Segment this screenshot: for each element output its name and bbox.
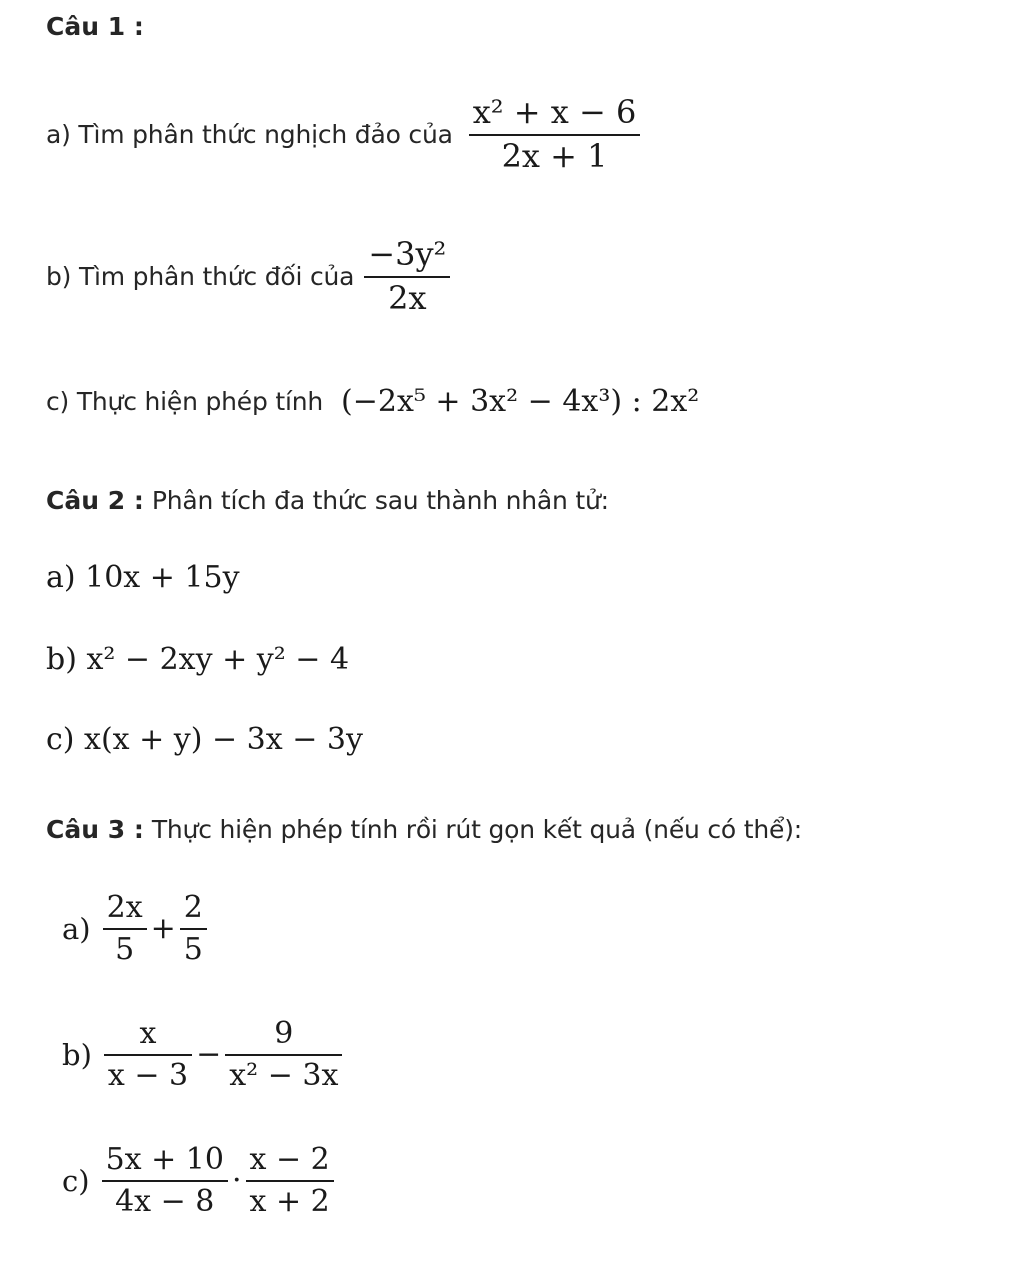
numerator: 2x bbox=[106, 890, 143, 925]
cau1-a-denominator: 2x + 1 bbox=[501, 136, 608, 175]
cau3-a-fraction-2 bbox=[180, 892, 207, 965]
plus-operator: + bbox=[150, 911, 176, 946]
numerator: 5x + 10 bbox=[105, 1142, 224, 1177]
cau2-c-expression: c) x(x + y) − 3x − 3y bbox=[46, 722, 363, 757]
cau3-a-line bbox=[62, 892, 207, 965]
cau3-c-label: c) bbox=[62, 1163, 90, 1198]
cau1-b-line bbox=[46, 235, 450, 317]
cau1-heading-line bbox=[46, 12, 144, 41]
cau2-b-expression: b) x² − 2xy + y² − 4 bbox=[46, 642, 350, 677]
cau2-text: Phân tích đa thức sau thành nhân tử: bbox=[151, 486, 609, 515]
cau1-a-numerator: x² + x − 6 bbox=[472, 93, 637, 131]
denominator: x − 3 bbox=[107, 1057, 189, 1093]
cau2-heading-line bbox=[46, 486, 609, 515]
cau1-b-numerator: −3y² bbox=[368, 235, 447, 273]
cau1-c-text: c) Thực hiện phép tính bbox=[46, 387, 324, 416]
cau3-b-label: b) bbox=[62, 1037, 92, 1072]
cau2-b-line bbox=[46, 642, 349, 677]
cau1-b-denominator: 2x bbox=[388, 278, 427, 317]
denominator: 5 bbox=[115, 931, 135, 967]
cau3-c-fraction-1 bbox=[102, 1144, 228, 1217]
cau3-a-fraction-1 bbox=[103, 892, 147, 965]
numerator: 9 bbox=[274, 1016, 294, 1051]
numerator: 2 bbox=[183, 890, 203, 925]
cau3-heading-line bbox=[46, 815, 802, 844]
cau3-b-fraction-1 bbox=[104, 1018, 192, 1091]
cau3-heading: Câu 3 : bbox=[46, 815, 144, 844]
cau1-a-text: a) Tìm phân thức nghịch đảo của bbox=[46, 120, 453, 150]
denominator: x + 2 bbox=[249, 1183, 330, 1219]
cau3-text: Thực hiện phép tính rồi rút gọn kết quả (nếu có thể): bbox=[151, 815, 802, 844]
cau3-a-label: a) bbox=[62, 911, 91, 946]
denominator: x² − 3x bbox=[229, 1057, 339, 1093]
cau3-b-line bbox=[62, 1018, 342, 1091]
cau2-a-expression: a) 10x + 15y bbox=[46, 560, 240, 595]
cau2-a-line bbox=[46, 560, 240, 595]
cau1-a-fraction bbox=[469, 93, 641, 175]
cau3-c-line bbox=[62, 1144, 334, 1217]
cau2-c-line bbox=[46, 722, 363, 757]
cau1-c-line bbox=[46, 384, 699, 419]
cau3-b-fraction-2 bbox=[225, 1018, 342, 1091]
minus-operator: − bbox=[196, 1037, 222, 1072]
cau1-heading: Câu 1 : bbox=[46, 12, 144, 41]
cau1-b-fraction bbox=[364, 235, 450, 317]
denominator: 5 bbox=[183, 931, 203, 967]
cau1-a-line bbox=[46, 93, 640, 175]
cau2-heading: Câu 2 : bbox=[46, 486, 144, 515]
denominator: 4x − 8 bbox=[115, 1183, 215, 1219]
cau3-c-fraction-2 bbox=[246, 1144, 334, 1217]
cau1-b-text: b) Tìm phân thức đối của bbox=[46, 262, 355, 292]
numerator: x bbox=[139, 1016, 157, 1051]
multiply-operator: · bbox=[231, 1163, 242, 1198]
cau1-c-expression: (−2x⁵ + 3x² − 4x³) : 2x² bbox=[341, 384, 700, 419]
numerator: x − 2 bbox=[249, 1142, 330, 1177]
